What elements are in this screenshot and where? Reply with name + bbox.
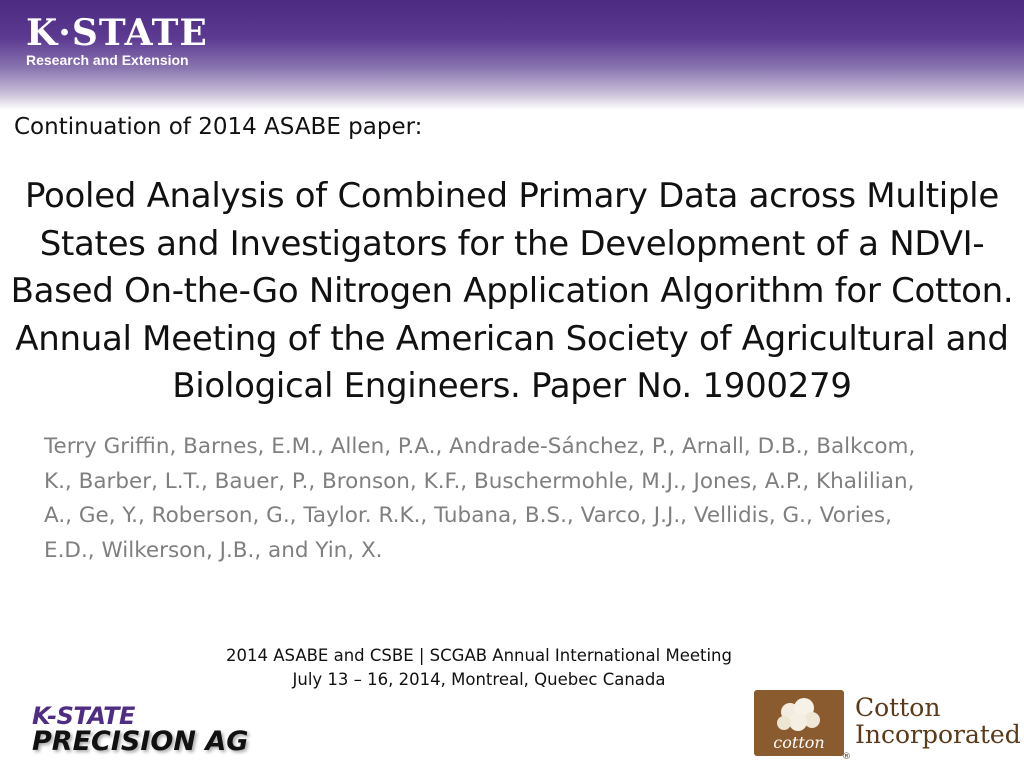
kstate-ag-bottom-text: PRECISION AG <box>32 726 249 757</box>
registered-mark: ® <box>842 752 851 762</box>
kstate-precision-ag-logo <box>32 704 292 764</box>
title-line: Biological Engineers. Paper No. 1900279 <box>172 366 852 406</box>
author-line: E.D., Wilkerson, J.B., and Yin, X. <box>44 537 383 563</box>
author-line: A., Ge, Y., Roberson, G., Taylor. R.K., Tubana, B.S., Varco, J.J., Vellidis, G., Vories, <box>44 503 892 528</box>
kstate-ag-top-text: K-STATE <box>32 702 135 730</box>
author-list <box>44 430 1004 568</box>
author-line: K., Barber, L.T., Bauer, P., Bronson, K.F., Buschermohle, M.J., Jones, A.P., Khalilian, <box>44 468 915 494</box>
title-line: Pooled Analysis of Combined Primary Data across Multiple <box>25 176 999 216</box>
cotton-inc-line2: Incorporated <box>855 720 1021 749</box>
title-line: States and Investigators for the Development of a NDVI- <box>39 223 985 264</box>
slide-title <box>0 173 1024 411</box>
kstate-logo <box>26 14 208 68</box>
title-line: Annual Meeting of the American Society of Agricultural and <box>15 318 1009 359</box>
kstate-logo-text: K·STATE <box>26 12 208 54</box>
cotton-inc-line1: Cotton <box>855 693 941 722</box>
meeting-info <box>0 644 958 692</box>
cotton-incorporated-text <box>855 694 1021 748</box>
header-banner <box>0 0 1024 110</box>
cotton-logo-word: cotton <box>773 733 825 752</box>
meeting-line: July 13 – 16, 2014, Montreal, Quebec Canada <box>292 670 666 689</box>
kstate-logo-subtitle: Research and Extension <box>26 52 189 68</box>
title-line: Based On-the-Go Nitrogen Application Algorithm for Cotton. <box>10 271 1014 311</box>
cotton-logo <box>754 690 844 756</box>
slide-kicker: Continuation of 2014 ASABE paper: <box>14 114 423 140</box>
meeting-line: 2014 ASABE and CSBE | SCGAB Annual International Meeting <box>226 646 732 665</box>
author-line: Terry Griffin, Barnes, E.M., Allen, P.A., Andrade-Sánchez, P., Arnall, D.B., Balkcom, <box>44 434 916 459</box>
